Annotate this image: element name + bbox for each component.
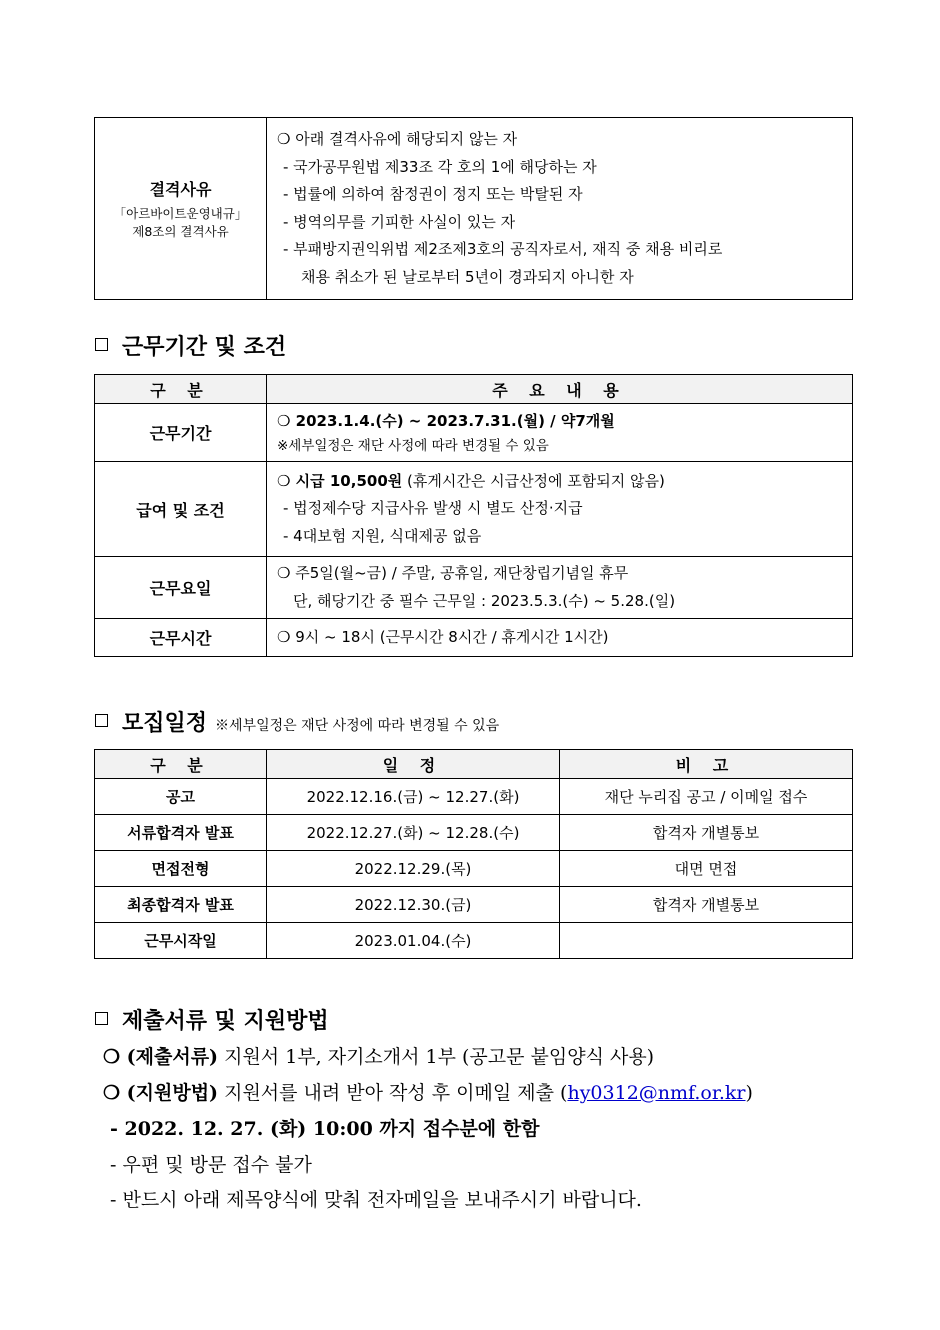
schedule-table — [94, 749, 853, 959]
checkbox-square-icon — [95, 714, 108, 727]
email-link[interactable]: hy0312@nmf.or.kr — [567, 1082, 746, 1104]
submission-section-title — [95, 1004, 329, 1035]
work-period-note: ※세부일정은 재단 사정에 따라 변경될 수 있음 — [277, 437, 549, 454]
table-row — [95, 815, 853, 851]
submission-docs-label: ❍ (제출서류) — [103, 1046, 219, 1068]
disqualification-line: - 부패방지권익위법 제2조제3호의 공직자로서, 재직 중 채용 비리로 — [283, 240, 723, 258]
work-days-line-2: 단, 해당기간 중 필수 근무일 : 2023.5.3.(수) ~ 5.28.(일) — [293, 591, 676, 610]
schedule-section-title — [95, 706, 499, 737]
disqualification-content — [267, 118, 853, 300]
schedule-remark — [560, 923, 853, 959]
submission-docs — [103, 1042, 654, 1069]
work-days-content — [267, 557, 853, 619]
work-period-main: ❍ 2023.1.4.(수) ~ 2023.7.31.(월) / 약7개월 — [277, 411, 615, 430]
disqualification-label-cell — [95, 118, 267, 300]
checkbox-square-icon — [95, 1012, 108, 1025]
schedule-remark: 합격자 개별통보 — [560, 815, 853, 851]
schedule-date: 2022.12.29.(목) — [267, 851, 560, 887]
schedule-date: 2022.12.27.(화) ~ 12.28.(수) — [267, 815, 560, 851]
work-section-title — [95, 330, 286, 361]
schedule-section-title-text: 모집일정 — [122, 711, 208, 736]
work-header-col1: 구 분 — [95, 375, 267, 404]
submission-method — [103, 1078, 753, 1105]
schedule-category: 서류합격자 발표 — [95, 815, 267, 851]
pay-line-2: - 법정제수당 지급사유 발생 시 별도 산정·지급 — [283, 499, 583, 518]
table-row — [95, 887, 853, 923]
disqualification-line: - 국가공무원법 제33조 각 호의 1에 해당하는 자 — [283, 157, 597, 176]
checkbox-square-icon — [95, 338, 108, 351]
submission-method-close: ) — [745, 1082, 753, 1104]
schedule-section-note: ※세부일정은 재단 사정에 따라 변경될 수 있음 — [215, 718, 500, 734]
work-period-label: 근무기간 — [95, 404, 267, 462]
pay-rate-note: (휴게시간은 시급산정에 포함되지 않음) — [402, 471, 665, 490]
work-header-col2: 주 요 내 용 — [267, 375, 853, 404]
work-period-content — [267, 404, 853, 462]
pay-rate: ❍ 시급 10,500원 — [277, 471, 403, 490]
submission-no-mail: - 우편 및 방문 접수 불가 — [110, 1154, 312, 1176]
schedule-date: 2022.12.30.(금) — [267, 887, 560, 923]
schedule-remark: 재단 누리집 공고 / 이메일 접수 — [560, 779, 853, 815]
work-days-label: 근무요일 — [95, 557, 267, 619]
schedule-remark: 합격자 개별통보 — [560, 887, 853, 923]
work-days-line-1: ❍ 주5일(월~금) / 주말, 공휴일, 재단창립기념일 휴무 — [277, 564, 629, 582]
work-section-title-text: 근무기간 및 조건 — [122, 335, 287, 360]
schedule-remark: 대면 면접 — [560, 851, 853, 887]
submission-deadline: - 2022. 12. 27. (화) 10:00 까지 접수분에 한함 — [110, 1118, 540, 1140]
schedule-date: 2023.01.04.(수) — [267, 923, 560, 959]
table-row — [95, 923, 853, 959]
pay-label: 급여 및 조건 — [95, 462, 267, 557]
schedule-category: 공고 — [95, 779, 267, 815]
schedule-category: 근무시작일 — [95, 923, 267, 959]
disqualification-sub-label-1: 「아르바이트운영내규」 — [113, 206, 248, 221]
schedule-header-remark: 비 고 — [560, 750, 853, 779]
table-row — [95, 779, 853, 815]
work-conditions-table — [94, 374, 853, 657]
disqualification-label: 결격사유 — [149, 180, 212, 199]
schedule-date: 2022.12.16.(금) ~ 12.27.(화) — [267, 779, 560, 815]
work-hours-content — [267, 619, 853, 657]
pay-line-3: - 4대보험 지원, 식대제공 없음 — [283, 526, 482, 545]
disqualification-line: 채용 취소가 된 날로부터 5년이 경과되지 아니한 자 — [301, 267, 634, 286]
schedule-category: 최종합격자 발표 — [95, 887, 267, 923]
disqualification-line: ❍ 아래 결격사유에 해당되지 않는 자 — [277, 130, 518, 148]
schedule-category: 면접전형 — [95, 851, 267, 887]
disqualification-table — [94, 117, 853, 300]
pay-content — [267, 462, 853, 557]
pay-line-1 — [267, 468, 852, 496]
submission-method-text: 지원서를 내려 받아 작성 후 이메일 제출 ( — [218, 1082, 568, 1104]
schedule-header-category: 구 분 — [95, 750, 267, 779]
submission-method-label: ❍ (지원방법) — [103, 1082, 219, 1104]
submission-subject-note: - 반드시 아래 제목양식에 맞춰 전자메일을 보내주시기 바랍니다. — [110, 1189, 642, 1211]
work-hours-label: 근무시간 — [95, 619, 267, 657]
disqualification-line: - 법률에 의하여 참정권이 정지 또는 박탈된 자 — [283, 185, 583, 203]
table-row — [95, 851, 853, 887]
disqualification-sub-label-2: 제8조의 결격사유 — [132, 224, 229, 239]
disqualification-line: - 병역의무를 기피한 사실이 있는 자 — [283, 212, 516, 231]
schedule-header-date: 일 정 — [267, 750, 560, 779]
submission-docs-text: 지원서 1부, 자기소개서 1부 (공고문 붙임양식 사용) — [218, 1046, 655, 1068]
work-hours-line: ❍ 9시 ~ 18시 (근무시간 8시간 / 휴게시간 1시간) — [277, 627, 609, 646]
submission-section-title-text: 제출서류 및 지원방법 — [122, 1009, 329, 1034]
